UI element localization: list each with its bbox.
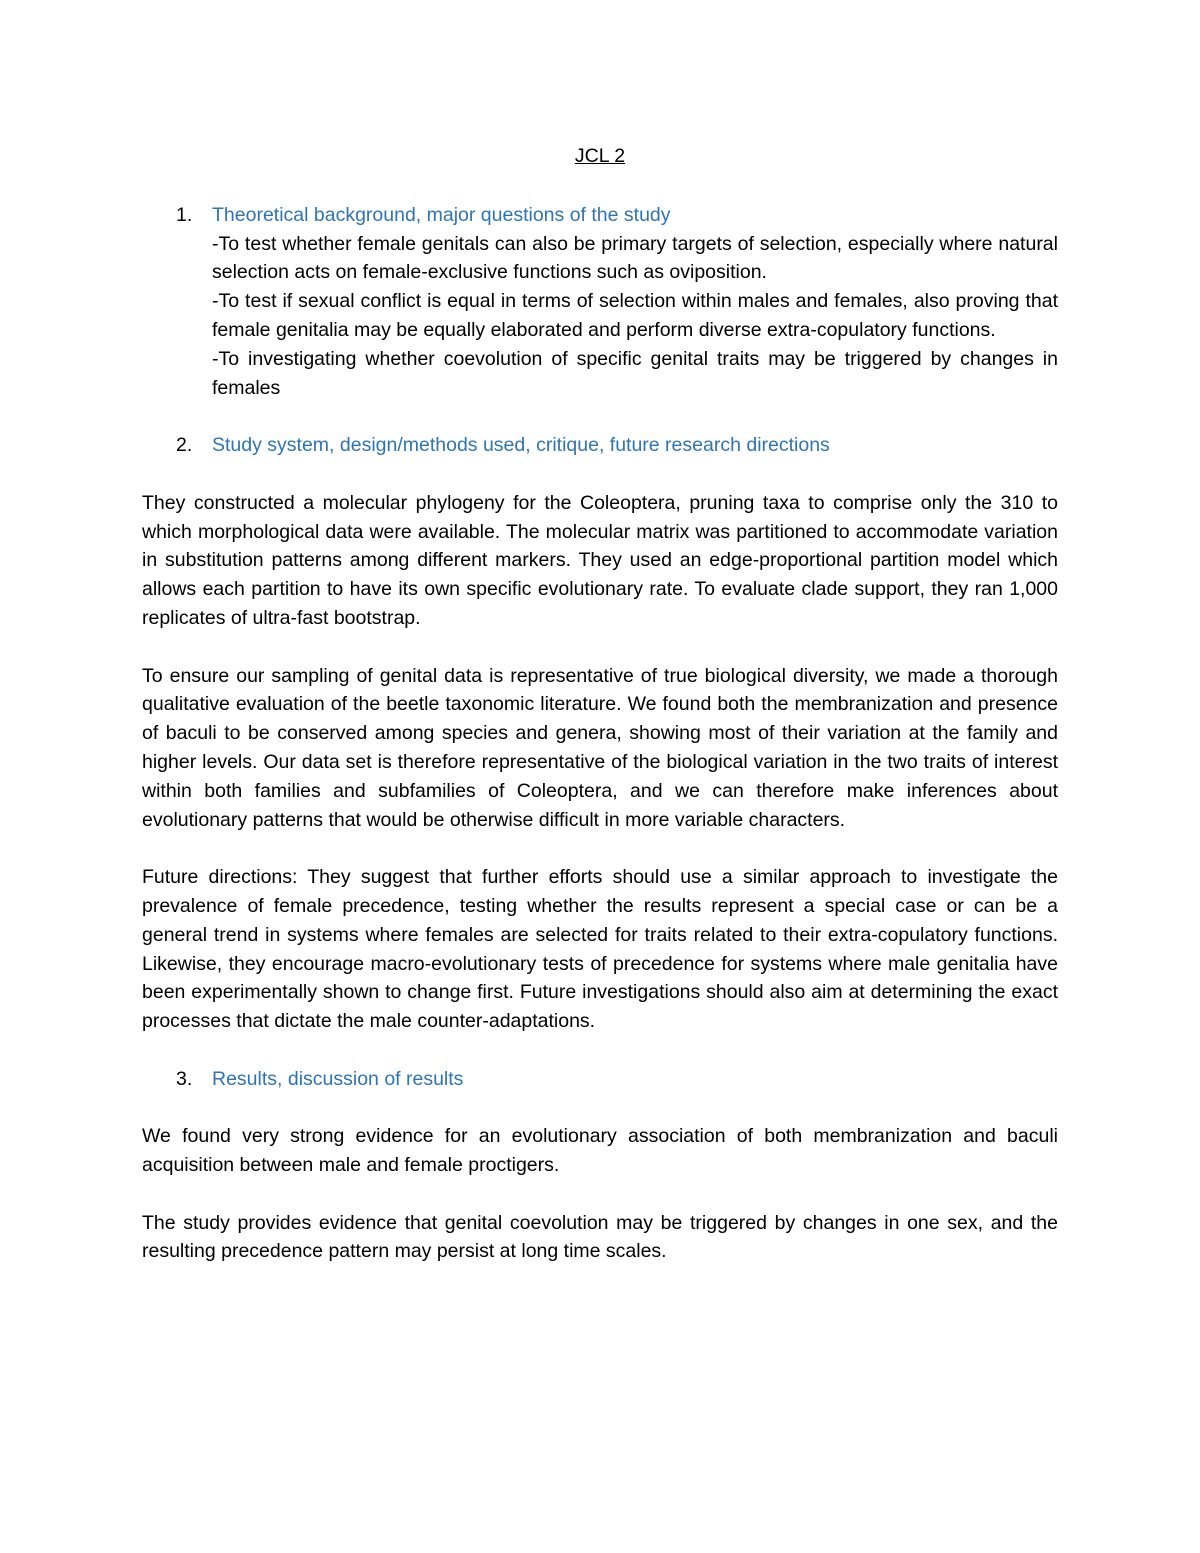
section-1-title: Theoretical background, major questions of the study (212, 203, 671, 226)
section-1-bullets (142, 230, 1058, 403)
section-1-number: 1. (176, 203, 193, 226)
section-1-bullet: -To test whether female genitals can also be primary targets of selection, especially where natural selection acts on female-exclusive functions such as oviposition. (212, 232, 1058, 284)
section-1-bullet: -To investigating whether coevolution of specific genital traits may be triggered by changes in females (212, 347, 1058, 399)
section-2-number: 2. (176, 434, 193, 457)
section-3-title: Results, discussion of results (212, 1067, 464, 1090)
section-2-paragraph: To ensure our sampling of genital data is representative of true biological diversity, we made a thorough qualitative evaluation of the beetle taxonomic literature. We found both the membranization and presence of baculi to be conserved among species and genera, showing most of their variation at the family and higher levels. Our data set is therefore representative of the biological variation in the two traits of interest within both families and subfamilies of Coleoptera, and we can therefore make inferences about evolutionary patterns that would be otherwise difficult in more variable characters. (142, 664, 1058, 831)
section-2-title: Study system, design/methods used, critique, future research directions (212, 434, 830, 457)
document-page (142, 142, 1058, 1266)
section-2-heading (142, 431, 1058, 460)
section-3-number: 3. (176, 1067, 193, 1090)
section-1-bullet: -To test if sexual conflict is equal in terms of selection within males and females, also proving that female genitalia may be equally elaborated and perform diverse extra-copulatory functions. (212, 290, 1058, 341)
section-2-paragraph: They constructed a molecular phylogeny for the Coleoptera, pruning taxa to comprise only the 310 to which morphological data were available. The molecular matrix was partitioned to accommodate variation in substitution patterns among different markers. They used an edge-proportional partition model which allows each partition to have its own specific evolutionary rate. To evaluate clade support, they ran 1,000 replicates of ultra-fast bootstrap. (142, 491, 1058, 629)
section-3-paragraph: We found very strong evidence for an evolutionary association of both membranization and baculi acquisition between male and female proctigers. (142, 1125, 1058, 1177)
section-1-heading (142, 201, 1058, 230)
section-3-paragraph: The study provides evidence that genital coevolution may be triggered by changes in one sex, and the resulting precedence pattern may persist at long time scales. (142, 1211, 1058, 1263)
section-2-paragraph: Future directions: They suggest that further efforts should use a similar approach to investigate the prevalence of female precedence, testing whether the results represent a special case or can be a general trend in systems where females are selected for traits related to their extra-copulatory functions. Likewise, they encourage macro-evolutionary tests of precedence for systems where male genitalia have been experimentally shown to change first. Future investigations should also aim at determining the exact processes that dictate the male counter-adaptations. (142, 866, 1058, 1033)
document-title: JCL 2 (574, 145, 626, 167)
section-3-heading (142, 1065, 1058, 1094)
